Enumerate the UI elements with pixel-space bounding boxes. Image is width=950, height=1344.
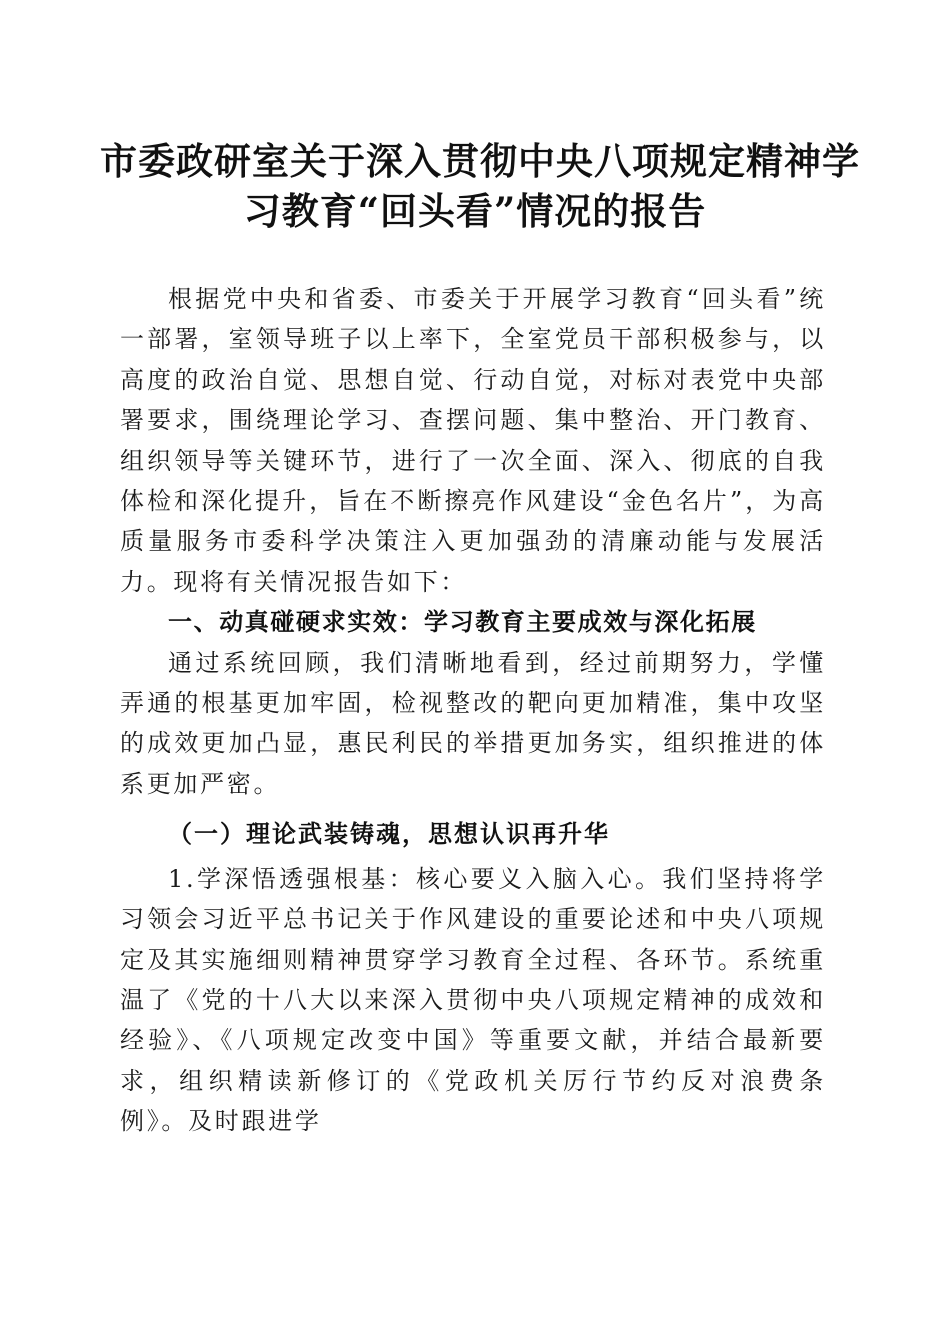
title-line-2: 习教育“回头看”情况的报告 — [243, 189, 707, 233]
section-1-paragraph: 通过系统回顾，我们清晰地看到，经过前期努力，学懂弄通的根基更加牢固，检视整改的靶向更加精准，集中攻坚的成效更加凸显，惠民利民的举措更加务实，组织推进的体系更加严密。 — [120, 648, 826, 798]
item-1-paragraph: 1.学深悟透强根基：核心要义入脑入心。我们坚持将学习领会习近平总书记关于作风建设的重要论述和中央八项规定及其实施细则精神贯穿学习教育全过程、各环节。系统重温了《党的十八大以来深入贯彻中央八项规定精神的成效和经验》、《八项规定改变中国》等重要文献，并结合最新要求，组织精读新修订的《党政机关厉行节约反对浪费条例》。及时跟进学 — [120, 864, 826, 1136]
subsection-1-heading: （一）理论武装铸魂，思想认识再升华 — [168, 819, 610, 849]
intro-paragraph: 根据党中央和省委、市委关于开展学习教育“回头看”统一部署，室领导班子以上率下，全室党员干部积极参与，以高度的政治自觉、思想自觉、行动自觉，对标对表党中央部署要求，围绕理论学习、查摆问题、集中整治、开门教育、组织领导等关键环节，进行了一次全面、深入、彻底的自我体检和深化提升，旨在不断擦亮作风建设“金色名片”，为高质量服务市委科学决策注入更加强劲的清廉动能与发展活力。现将有关情况报告如下： — [120, 285, 826, 596]
section-1-heading: 一、动真碰硬求实效：学习教育主要成效与深化拓展 — [168, 608, 757, 637]
document-title — [100, 136, 860, 236]
title-line-1: 市委政研室关于深入贯彻中央八项规定精神学 — [100, 139, 860, 183]
document-body — [120, 279, 826, 1142]
